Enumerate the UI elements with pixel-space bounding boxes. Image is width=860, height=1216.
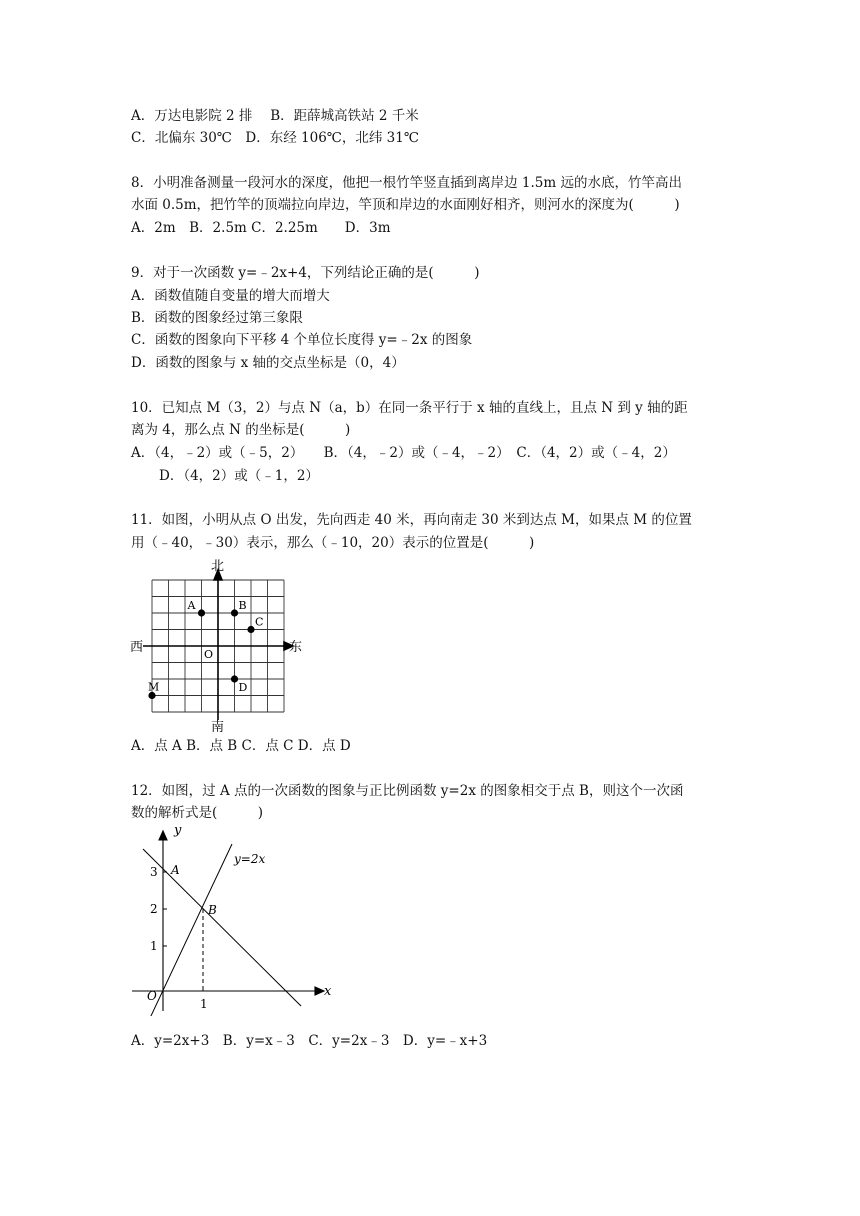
q9-option-a: A．函数值随自变量的增大而增大 [131, 288, 330, 304]
q12-function-graph [128, 826, 338, 1016]
q11-point-d-label: D [238, 681, 248, 694]
q12-point-b-label: B [208, 903, 217, 917]
q12-x-tick-1: 1 [200, 997, 208, 1011]
q11-point-m-label: M [148, 680, 160, 694]
q11-point-b [231, 609, 238, 616]
q12-axes [132, 831, 324, 1011]
q11-north-label: 北 [211, 559, 225, 574]
q11-point-a-label: A [187, 599, 196, 612]
q12-y-axis-arrow [159, 831, 167, 840]
q12-options: A．y=2x+3 B．y=x﹣3 C．y=2x﹣3 D．y=﹣x+3 [131, 1033, 488, 1049]
q11-west-label: 西 [130, 640, 144, 655]
q11-east-label: 东 [289, 640, 303, 655]
q11-point-c [247, 626, 254, 633]
q12-stem-line1: 12．如图，过 A 点的一次函数的图象与正比例函数 y=2x 的图象相交于点 B，则这个一次函 [131, 783, 684, 799]
q11-point-d [231, 675, 238, 682]
q12-y-tick-2: 2 [150, 902, 158, 916]
q12-x-axis-label: x [324, 984, 332, 999]
q12-x-axis-arrow [315, 987, 324, 995]
q11-south-label: 南 [211, 720, 225, 735]
q10-stem-line1: 10．已知点 M（3，2）与点 N（a，b）在同一条平行于 x 轴的直线上，且点 N 到 y 轴的距 [131, 400, 688, 416]
q8-stem-line1: 8．小明准备测量一段河水的深度，他把一根竹竿竖直插到离岸边 1.5m 远的水底，竹竿高出 [131, 175, 682, 191]
q12-point-a-label: A [171, 863, 180, 877]
q11-compass-grid-figure [125, 555, 310, 735]
q9-option-d: D．函数的图象与 x 轴的交点坐标是（0，4） [131, 355, 405, 371]
q12-line-label: y=2x [234, 852, 266, 866]
q12-y-tick-1: 1 [150, 939, 158, 953]
q11-point-c-label: C [255, 615, 264, 629]
q8-options: A．2m B．2.5m C．2.25m D．3m [131, 220, 391, 236]
q11-point-a [198, 609, 205, 616]
q11-origin-label: O [204, 648, 214, 661]
q12-origin-label: O [147, 989, 157, 1003]
q12-line-y-equals-2x [150, 844, 232, 1016]
q11-stem-line1: 11．如图，小明从点 O 出发，先向西走 40 米，再向南走 30 米到达点 M，如果点 M 的位置 [131, 512, 692, 528]
q9-stem: 9．对于一次函数 y=﹣2x+4，下列结论正确的是( ) [131, 265, 480, 281]
q11-point-b-label: B [238, 599, 247, 612]
q11-options: A．点 A B．点 B C．点 C D．点 D [131, 738, 351, 754]
q11-axes [143, 570, 293, 720]
q9-option-b: B．函数的图象经过第三象限 [131, 310, 303, 326]
q9-option-c: C．函数的图象向下平移 4 个单位长度得 y=﹣2x 的图象 [131, 332, 473, 348]
q11-stem-line2: 用（﹣40，﹣30）表示，那么（﹣10，20）表示的位置是( ) [131, 535, 535, 551]
q7-options-line1: A．万达电影院 2 排 B．距薛城高铁站 2 千米 [131, 108, 419, 124]
q7-options-line2: C．北偏东 30℃ D．东经 106℃，北纬 31℃ [131, 130, 419, 146]
q8-stem-line2: 水面 0.5m，把竹竿的顶端拉向岸边，竿顶和岸边的水面刚好相齐，则河水的深度为( ) [131, 197, 680, 213]
q10-options-line2: D．（4，2）或（﹣1，2） [159, 468, 319, 484]
q12-y-tick-3: 3 [150, 865, 158, 879]
q10-stem-line2: 离为 4，那么点 N 的坐标是( ) [131, 422, 351, 438]
q10-options-line1: A．（4，﹣2）或（﹣5，2） B．（4，﹣2）或（﹣4，﹣2） C．（4，2）或（﹣4，2） [131, 445, 676, 461]
q12-stem-line2: 数的解析式是( ) [131, 805, 264, 821]
q12-y-axis-label: y [174, 826, 182, 838]
q12-ticks [163, 872, 203, 991]
